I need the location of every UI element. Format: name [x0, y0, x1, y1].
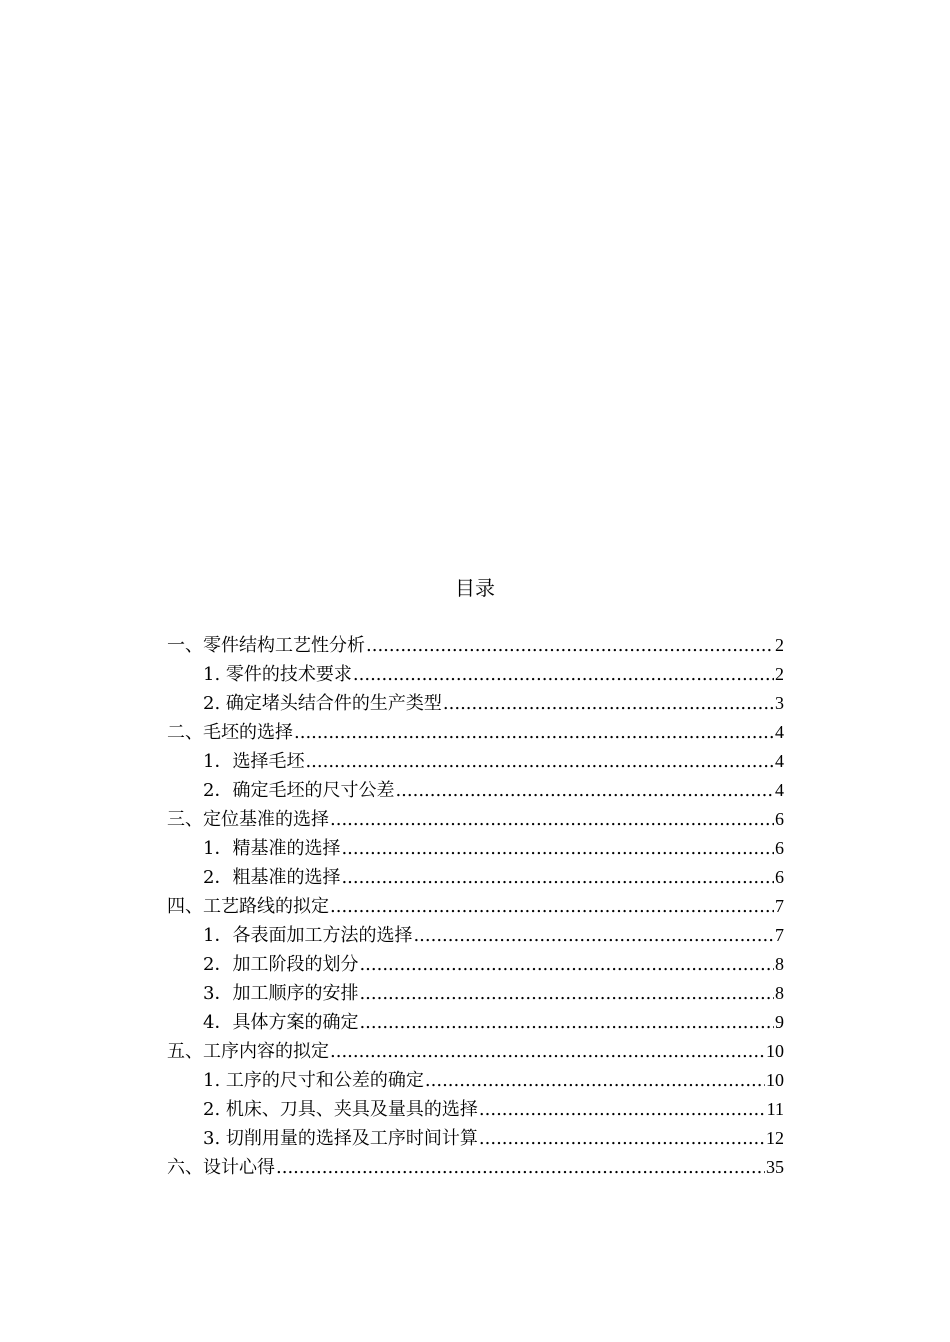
toc-entry-label: 2．确定毛坯的尺寸公差 — [203, 780, 395, 801]
toc-dot-leader — [341, 834, 774, 863]
toc-entry[interactable] — [167, 921, 784, 950]
toc-entry[interactable] — [167, 979, 784, 1008]
toc-dot-leader — [359, 979, 774, 1008]
toc-entry[interactable] — [167, 1037, 784, 1066]
toc-entry-page: 11 — [766, 1099, 784, 1119]
toc-entry-page: 6 — [775, 867, 784, 887]
toc-dot-leader — [353, 660, 774, 689]
toc-dot-leader — [341, 863, 774, 892]
toc-entry[interactable] — [167, 834, 784, 863]
toc-entry-label: 3. 切削用量的选择及工序时间计算 — [203, 1128, 478, 1149]
toc-entry[interactable] — [167, 1066, 784, 1095]
toc-dot-leader — [413, 921, 774, 950]
toc-dot-leader — [359, 1008, 774, 1037]
toc-dot-leader — [330, 892, 774, 921]
toc-entry[interactable] — [167, 718, 784, 747]
toc-entry-label: 二、毛坯的选择 — [167, 722, 293, 743]
toc-entry[interactable] — [167, 950, 784, 979]
toc-entry[interactable] — [167, 1124, 784, 1153]
toc-dot-leader — [305, 747, 774, 776]
toc-dot-leader — [395, 776, 774, 805]
toc-dot-leader — [479, 1095, 766, 1124]
toc-entry[interactable] — [167, 1095, 784, 1124]
toc-dot-leader — [294, 718, 774, 747]
toc-entry-page: 2 — [775, 664, 784, 684]
toc-entry-label: 2. 机床、刀具、夹具及量具的选择 — [203, 1099, 478, 1120]
toc-entry-label: 五、工序内容的拟定 — [167, 1041, 329, 1062]
toc-entry[interactable] — [167, 689, 784, 718]
toc-entry[interactable] — [167, 631, 784, 660]
toc-entry-label: 4．具体方案的确定 — [203, 1012, 359, 1033]
toc-entry[interactable] — [167, 776, 784, 805]
toc-entry-page: 6 — [775, 838, 784, 858]
toc-dot-leader — [366, 631, 774, 660]
toc-entry-label: 1．精基准的选择 — [203, 838, 341, 859]
toc-dot-leader — [443, 689, 774, 718]
toc-dot-leader — [425, 1066, 765, 1095]
toc-entry-page: 8 — [775, 983, 784, 1003]
toc-entry-label: 2．粗基准的选择 — [203, 867, 341, 888]
toc-entry[interactable] — [167, 892, 784, 921]
toc-entry-label: 一、零件结构工艺性分析 — [167, 635, 365, 656]
toc-entry-label: 3．加工顺序的安排 — [203, 983, 359, 1004]
toc-entry-page: 7 — [775, 896, 784, 916]
toc-entry-page: 4 — [775, 722, 784, 742]
toc-entry-page: 4 — [775, 780, 784, 800]
toc-entry-label: 1. 零件的技术要求 — [203, 664, 352, 685]
toc-entry-label: 1．各表面加工方法的选择 — [203, 925, 413, 946]
toc-dot-leader — [330, 805, 774, 834]
toc-entry-label: 1. 工序的尺寸和公差的确定 — [203, 1070, 424, 1091]
toc-entry-label: 2. 确定堵头结合件的生产类型 — [203, 693, 442, 714]
toc-entry-page: 12 — [766, 1128, 784, 1148]
toc-entry-page: 9 — [775, 1012, 784, 1032]
toc-entry-page: 10 — [766, 1070, 784, 1090]
toc-entry-page: 10 — [766, 1041, 784, 1061]
toc-entry-page: 6 — [775, 809, 784, 829]
toc-entry[interactable] — [167, 863, 784, 892]
toc-entry-page: 8 — [775, 954, 784, 974]
toc-entry[interactable] — [167, 660, 784, 689]
toc-entry-label: 2．加工阶段的划分 — [203, 954, 359, 975]
toc-entry-page: 2 — [775, 635, 784, 655]
toc-entry-page: 4 — [775, 751, 784, 771]
toc-entry-label: 1．选择毛坯 — [203, 751, 305, 772]
toc-entry[interactable] — [167, 1153, 784, 1182]
toc-entry-page: 7 — [775, 925, 784, 945]
table-of-contents — [167, 631, 784, 1182]
toc-entry[interactable] — [167, 1008, 784, 1037]
toc-entry[interactable] — [167, 805, 784, 834]
toc-entry-label: 六、设计心得 — [167, 1157, 275, 1178]
toc-dot-leader — [330, 1037, 765, 1066]
toc-dot-leader — [479, 1124, 765, 1153]
toc-entry[interactable] — [167, 747, 784, 776]
toc-entry-page: 3 — [775, 693, 784, 713]
toc-entry-label: 三、定位基准的选择 — [167, 809, 329, 830]
toc-entry-label: 四、工艺路线的拟定 — [167, 896, 329, 917]
toc-dot-leader — [276, 1153, 765, 1182]
toc-title: 目录 — [455, 576, 495, 600]
toc-entry-page: 35 — [766, 1157, 784, 1177]
toc-dot-leader — [359, 950, 774, 979]
